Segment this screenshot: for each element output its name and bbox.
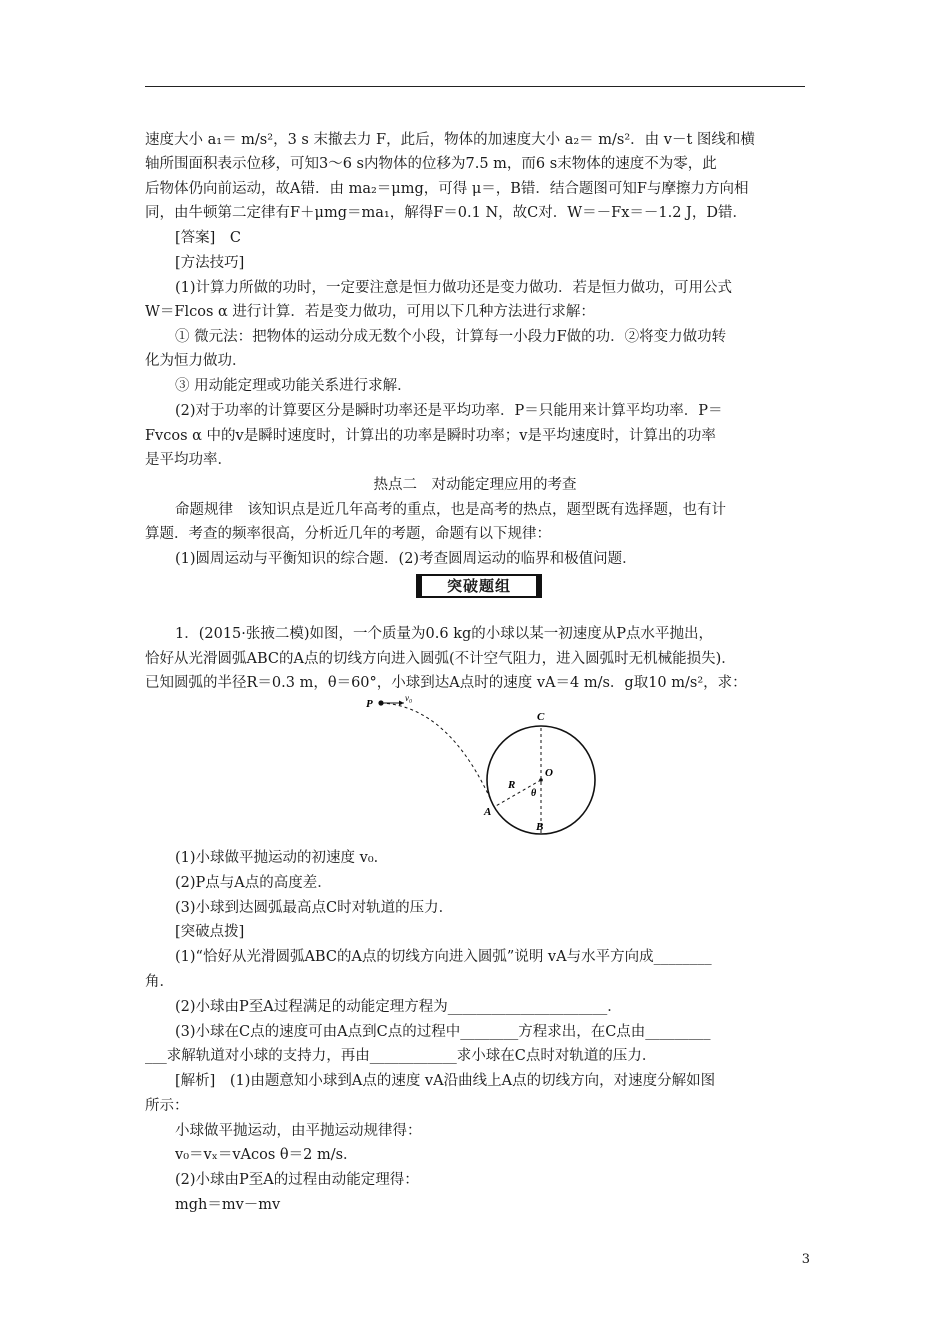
- text-line: 轴所围面积表示位移，可知3～6 s内物体的位移为7.5 m，而6 s末物体的速度不为零，此: [145, 156, 717, 172]
- text-line: (1)计算力所做的功时，一定要注意是恒力做功还是变力做功．若是恒力做功，可用公式: [175, 280, 733, 296]
- label-A: A: [484, 806, 492, 818]
- text-line: (1)圆周运动与平衡知识的综合题．(2)考查圆周运动的临界和极值问题．: [175, 551, 637, 567]
- text-line: (2)对于功率的计算要区分是瞬时功率还是平均功率．P＝只能用来计算平均功率．P＝: [175, 403, 723, 419]
- answer-label: [答案] C: [175, 230, 241, 246]
- page-number: 3: [801, 1252, 810, 1267]
- text-line: 算题．考查的频率很高，分析近几年的考题，命题有以下规律：: [145, 526, 551, 542]
- trajectory: [381, 703, 494, 807]
- point-P: [378, 700, 383, 705]
- hint-line: (1)“恰好从光滑圆弧ABC的A点的切线方向进入圆弧”说明 vA与水平方向成________: [175, 949, 712, 965]
- text-line: 后物体仍向前运动，故A错．由 ma₂＝μmg，可得 μ＝，B错．结合题图可知F与摩擦力方向相: [145, 181, 749, 197]
- text-line: ③ 用动能定理或功能关系进行求解．: [175, 378, 412, 394]
- label-theta: θ: [531, 788, 537, 799]
- solution-line: 所示：: [145, 1098, 189, 1114]
- solution-line: 小球做平抛运动，由平抛运动规律得：: [175, 1123, 422, 1139]
- text-line: 同，由牛顿第二定律有F＋μmg＝ma₁，解得F＝0.1 N，故C对．W＝－Fx＝－1.2 J，D错．: [145, 205, 747, 221]
- label-P: P: [366, 698, 373, 710]
- solution-line: mgh＝mv－mv: [175, 1197, 281, 1213]
- label-R: R: [508, 779, 516, 791]
- question-line: (1)小球做平抛运动的初速度 v₀．: [175, 850, 389, 866]
- badge-label: 突破题组: [420, 574, 538, 598]
- text-line: ① 微元法：把物体的运动分成无数个小段，计算每一小段力F做的功．②将变力做功转: [175, 329, 727, 345]
- problem-line: 恰好从光滑圆弧ABC的A点的切线方向进入圆弧(不计空气阻力，进入圆弧时无机械能损失)．: [145, 651, 736, 667]
- hint-line: ___求解轨道对小球的支持力，再由____________求小球在C点时对轨道的压力．: [145, 1048, 657, 1064]
- center-O: [539, 778, 543, 782]
- problem-line: 1．(2015·张掖二模)如图，一个质量为0.6 kg的小球以某一初速度从P点水平抛出，: [175, 626, 714, 642]
- section-badge: [420, 574, 540, 600]
- hint-line: 角．: [145, 974, 174, 990]
- label-O: O: [545, 767, 553, 779]
- text-line: W＝Flcos α 进行计算．若是变力做功，可用以下几种方法进行求解：: [145, 304, 595, 320]
- text-line: Fvcos α 中的v是瞬时速度时，计算出的功率是瞬时功率；v是平均速度时，计算出的功率: [145, 428, 716, 444]
- label-v0: v₀: [405, 694, 413, 703]
- text-line: 速度大小 a₁＝ m/s²，3 s 末撤去力 F，此后，物体的加速度大小 a₂＝ m/s²．由 v－t 图线和横: [145, 132, 755, 148]
- text-line: 化为恒力做功．: [145, 353, 247, 369]
- section-label: [方法技巧]: [175, 255, 245, 271]
- velocity-arrowhead: [399, 701, 404, 706]
- question-line: (3)小球到达圆弧最高点C时对轨道的压力．: [175, 900, 454, 916]
- section-label: [突破点拨]: [175, 924, 245, 940]
- header-rule: [145, 86, 805, 87]
- solution-line: v₀＝vₓ＝vAcos θ＝2 m/s．: [175, 1147, 358, 1163]
- problem-line: 已知圆弧的半径R＝0.3 m，θ＝60°，小球到达A点时的速度 vA＝4 m/s．g取10 m/s²，求：: [145, 675, 747, 691]
- label-B: B: [536, 821, 544, 833]
- section-heading: 热点二 对动能定理应用的考查: [373, 477, 577, 493]
- text-line: 是平均功率．: [145, 452, 232, 468]
- hint-line: (3)小球在C点的速度可由A点到C点的过程中________方程求出，在C点由_________: [175, 1024, 711, 1040]
- text-line: 命题规律 该知识点是近几年高考的重点，也是高考的热点，题型既有选择题，也有计: [175, 502, 726, 518]
- projectile-arc-diagram: [360, 694, 610, 840]
- question-line: (2)P点与A点的高度差．: [175, 875, 332, 891]
- solution-line: [解析] (1)由题意知小球到A点的速度 vA沿曲线上A点的切线方向，对速度分解如图: [175, 1073, 716, 1089]
- solution-line: (2)小球由P至A的过程由动能定理得：: [175, 1172, 419, 1188]
- label-C: C: [537, 711, 545, 723]
- hint-line: (2)小球由P至A过程满足的动能定理方程为______________________．: [175, 999, 622, 1015]
